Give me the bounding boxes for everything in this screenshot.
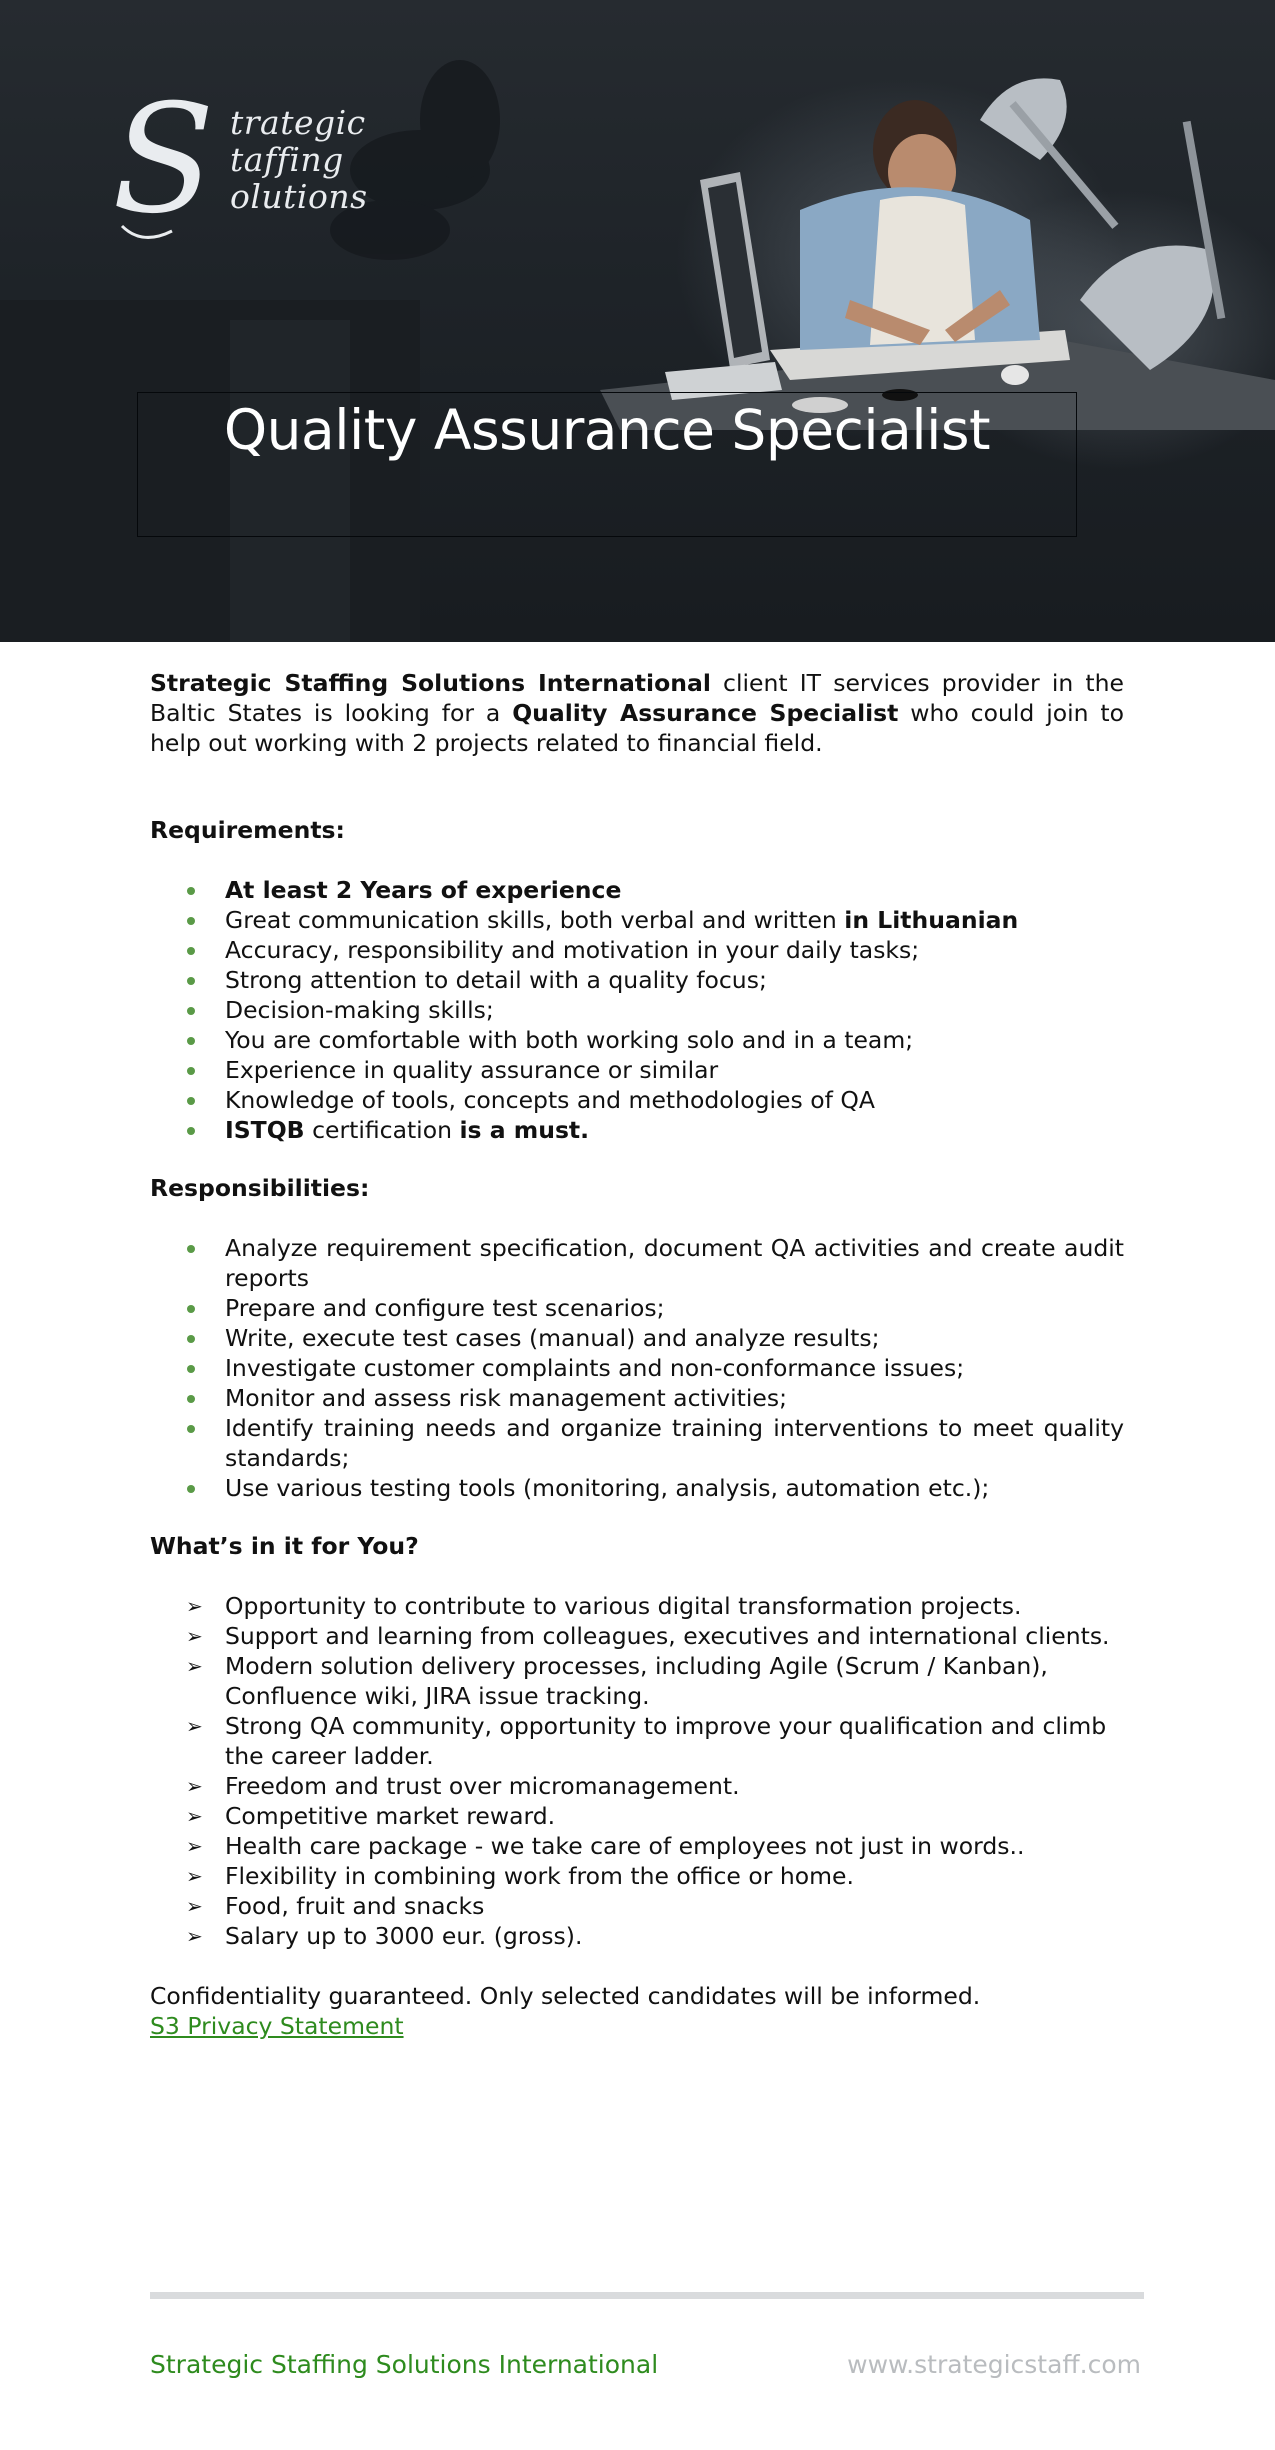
list-item: ➢ Flexibility in combining work from the office or home.	[150, 1861, 1124, 1891]
svg-text:S: S	[112, 96, 215, 246]
logo-word-1: trategic	[230, 103, 366, 142]
list-item: Prepare and configure test scenarios;	[150, 1293, 1124, 1323]
privacy-statement-link[interactable]: S3 Privacy Statement	[150, 2012, 404, 2040]
list-item: Analyze requirement specification, document QA activities and create audit reports	[150, 1233, 1124, 1293]
list-item	[150, 1115, 1124, 1145]
list-item: Write, execute test cases (manual) and analyze results;	[150, 1323, 1124, 1353]
benefits-heading: What’s in it for You?	[150, 1532, 419, 1560]
logo-word-2: taffing	[230, 140, 344, 179]
req-bold-end: is a must.	[459, 1116, 590, 1144]
list-item: ➢ Support and learning from colleagues, executives and international clients.	[150, 1621, 1124, 1651]
intro-paragraph	[150, 668, 1124, 758]
list-item: ➢ Food, fruit and snacks	[150, 1891, 1124, 1921]
req-bold-end: in Lithuanian	[844, 906, 1019, 934]
list-item: Strong attention to detail with a quality focus;	[150, 965, 1124, 995]
benefits-list	[150, 1591, 1124, 1951]
responsibilities-list	[150, 1233, 1124, 1503]
list-item: ➢ Salary up to 3000 eur. (gross).	[150, 1921, 1124, 1951]
req-bold: At least 2 Years of experience	[225, 876, 622, 904]
list-item: You are comfortable with both working solo and in a team;	[150, 1025, 1124, 1055]
requirements-list	[150, 875, 1124, 1145]
footer-website[interactable]: www.strategicstaff.com	[847, 2350, 1141, 2379]
list-item: ➢ Health care package - we take care of employees not just in words..	[150, 1831, 1124, 1861]
job-description	[150, 668, 1124, 2041]
list-item: Use various testing tools (monitoring, analysis, automation etc.);	[150, 1473, 1124, 1503]
req-bold: ISTQB	[225, 1116, 305, 1144]
hero-banner	[0, 0, 1275, 642]
list-item	[150, 905, 1124, 935]
list-item: Identify training needs and organize training interventions to meet quality standards;	[150, 1413, 1124, 1473]
list-item: ➢ Modern solution delivery processes, including Agile (Scrum / Kanban), Confluence wiki, JIRA issue tracking.	[150, 1651, 1124, 1711]
req-text: certification	[304, 1116, 460, 1144]
requirements-heading: Requirements:	[150, 816, 345, 844]
list-item: Investigate customer complaints and non-conformance issues;	[150, 1353, 1124, 1383]
logo-wordmark	[230, 104, 368, 215]
intro-text-2: who could join to help out working with 2 projects related to financial field.	[150, 699, 1124, 757]
list-item	[150, 875, 1124, 905]
confidentiality-note: Confidentiality guaranteed. Only selected candidates will be informed.	[150, 1982, 981, 2010]
footer-divider	[150, 2292, 1144, 2299]
logo-word-3: olutions	[230, 177, 368, 216]
company-logo[interactable]	[112, 96, 368, 246]
req-text: Great communication skills, both verbal and written	[225, 906, 845, 934]
logo-monogram-icon	[112, 96, 232, 246]
intro-text-1: client IT services provider in the Baltic States is looking for a	[150, 669, 1124, 727]
list-item: Knowledge of tools, concepts and methodologies of QA	[150, 1085, 1124, 1115]
responsibilities-heading: Responsibilities:	[150, 1174, 370, 1202]
intro-company: Strategic Staffing Solutions International	[150, 669, 711, 697]
list-item: Monitor and assess risk management activities;	[150, 1383, 1124, 1413]
list-item: Experience in quality assurance or similar	[150, 1055, 1124, 1085]
list-item: ➢ Opportunity to contribute to various digital transformation projects.	[150, 1591, 1124, 1621]
list-item: ➢ Freedom and trust over micromanagement.	[150, 1771, 1124, 1801]
list-item: Decision-making skills;	[150, 995, 1124, 1025]
intro-role: Quality Assurance Specialist	[512, 699, 899, 727]
job-title: Quality Assurance Specialist	[223, 398, 991, 462]
list-item: Accuracy, responsibility and motivation in your daily tasks;	[150, 935, 1124, 965]
footer-company-name: Strategic Staffing Solutions International	[150, 2350, 659, 2379]
list-item: ➢ Strong QA community, opportunity to improve your qualification and climb the career ladder.	[150, 1711, 1124, 1771]
list-item: ➢ Competitive market reward.	[150, 1801, 1124, 1831]
